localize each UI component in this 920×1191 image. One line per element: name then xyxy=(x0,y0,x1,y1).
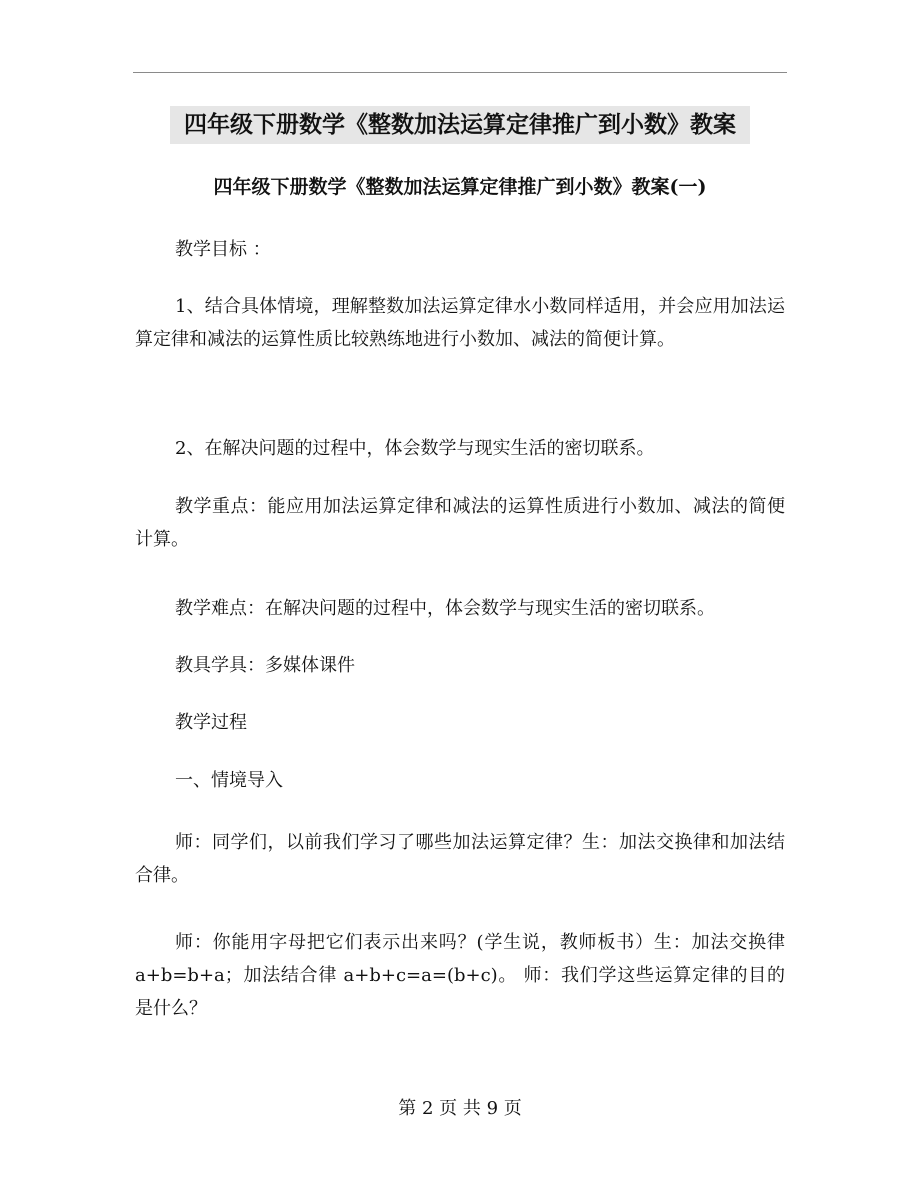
document-title: 四年级下册数学《整数加法运算定律推广到小数》教案 xyxy=(170,106,750,144)
paragraph-dialogue-2: 师：你能用字母把它们表示出来吗？(学生说，教师板书）生：加法交换律 a+b=b+a；加法结合律 a+b+c=a=(b+c)。 师：我们学这些运算定律的目的是什么？ xyxy=(135,932,785,1019)
paragraph-objectives-heading: 教学目标 ： xyxy=(175,239,271,260)
paragraph-process-heading: 教学过程 xyxy=(175,712,247,733)
paragraph-section-1: 一、情境导入 xyxy=(175,770,283,791)
page-number: 第 2 页 共 9 页 xyxy=(398,1098,522,1119)
header-rule xyxy=(133,72,787,73)
paragraph-difficulty: 教学难点：在解决问题的过程中，体会数学与现实生活的密切联系。 xyxy=(175,598,715,619)
paragraph-objective-1: 1、结合具体情境，理解整数加法运算定律水小数同样适用，并会应用加法运算定律和减法的运算性质比较熟练地进行小数加、减法的简便计算。 xyxy=(135,296,785,350)
paragraph-teaching-aids: 教具学具：多媒体课件 xyxy=(175,655,355,676)
paragraph-dialogue-1: 师：同学们，以前我们学习了哪些加法运算定律？生：加法交换律和加法结合律。 xyxy=(135,832,785,886)
document-subtitle: 四年级下册数学《整数加法运算定律推广到小数》教案(一) xyxy=(213,176,707,198)
paragraph-objective-2: 2、在解决问题的过程中，体会数学与现实生活的密切联系。 xyxy=(175,438,655,459)
paragraph-key-point: 教学重点：能应用加法运算定律和减法的运算性质进行小数加、减法的简便计算。 xyxy=(135,496,785,550)
